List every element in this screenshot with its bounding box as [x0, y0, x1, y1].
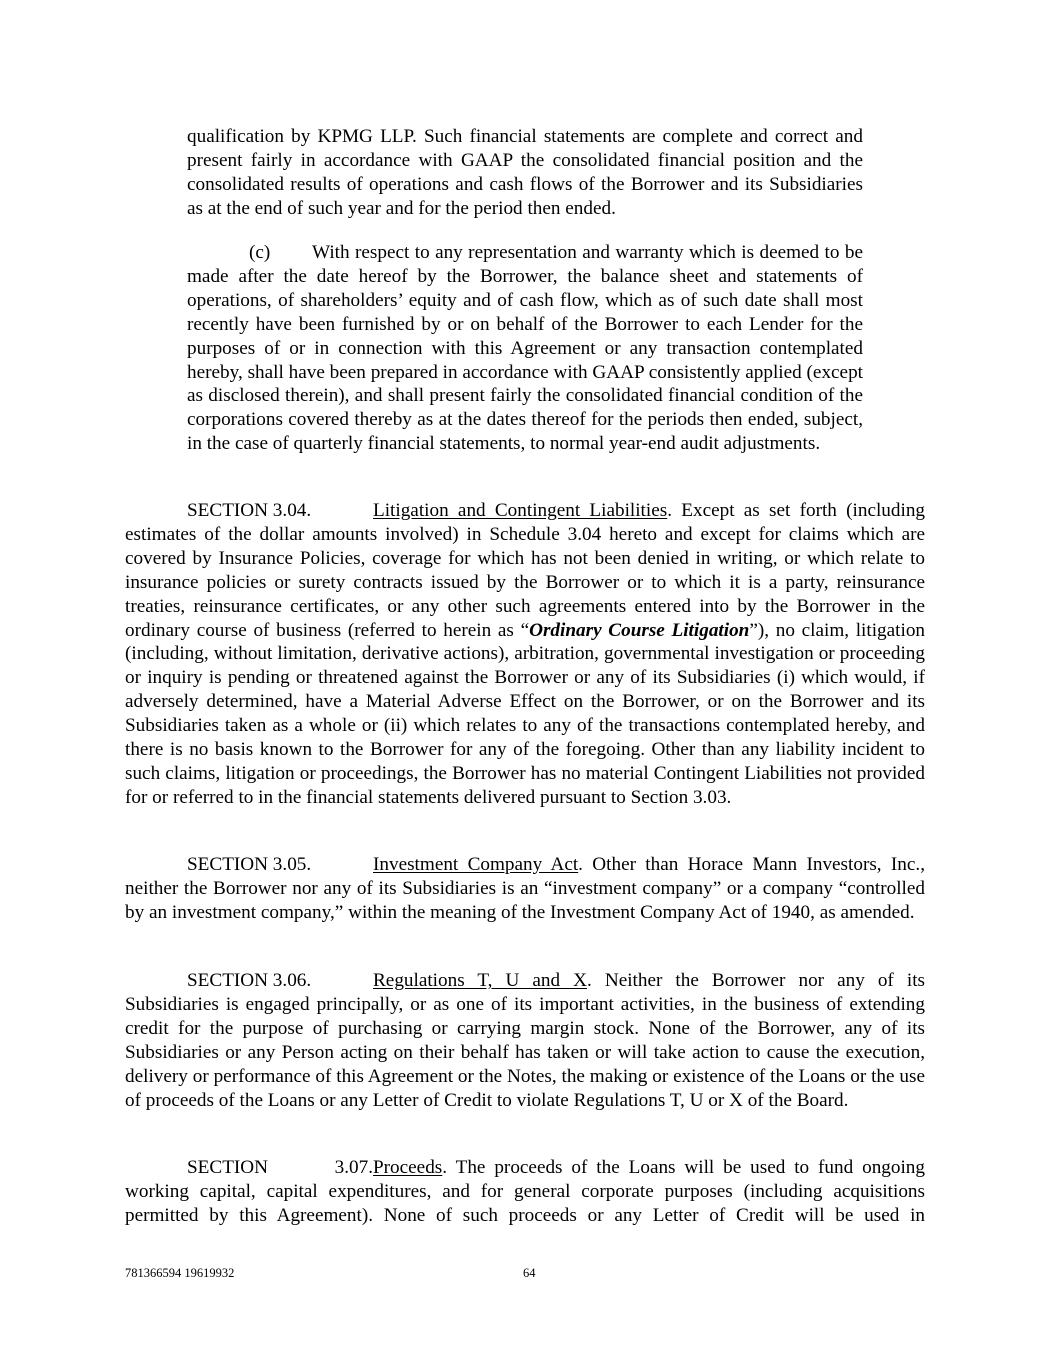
paragraph-c-text: With respect to any representation and warranty which is deemed to be made after the date hereof by the Borrower, the balance sheet and statements of operations, of shareholders’ equity and of cash flow, which as of such date shall most recently have been furnished by or on behalf of the Borrower to each Lender for the purposes of or in connection with this Agreement or any transaction contemplated hereby, shall have been prepared in accordance with GAAP consistently applied (except as disclosed therein), and shall present fairly the consolidated financial condition of the corporations covered thereby as at the dates thereof for the periods then ended, subject, in the case of quarterly financial statements, to normal year-end audit adjustments. — [187, 242, 863, 455]
section-3-07-text: . The proceeds of the Loans will be used to fund ongoing working capital, capital expenditures, and for general corporate purposes (including acquisitions permitted by this Agreement). None of such proceeds or any Letter of Credit will be used in — [125, 1157, 925, 1226]
section-3-06-text: . Neither the Borrower nor any of its Subsidiaries is engaged principally, or as one of its important activities, in the business of extending credit for the purpose of purchasing or carrying margin stock. None of the Borrower, any of its Subsidiaries or any Person acting on their behalf has taken or will take action to cause the execution, delivery or performance of this Agreement or the Notes, the making or existence of the Loans or the use of proceeds of the Loans or any Letter of Credit to violate Regulations T, U or X of the Board. — [125, 970, 925, 1111]
section-3-05-text: . Other than Horace Mann Investors, Inc., neither the Borrower nor any of its Subsidiaries is an “investment company” or a company “controlled by an investment company,” within the meaning of the Investment Company Act of 1940, as amended. — [125, 854, 926, 923]
section-3-04-text-b: ”), no claim, litigation (including, without limitation, derivative actions), arbitration, governmental investigation or proceeding or inquiry is pending or threatened against the Borrower or any of its Subsidiaries (i) which would, if adversely determined, have a Material Adverse Effect on the Borrower, or on the Borrower and its Subsidiaries taken as a whole or (ii) which relates to any of the transactions contemplated hereby, and there is no basis known to the Borrower for any of the foregoing. Other than any liability incident to such claims, litigation or proceedings, the Borrower has no material Contingent Liabilities not provided for or referred to in the financial statements delivered pursuant to Section 3.03. — [125, 619, 926, 808]
paragraph-c — [187, 241, 863, 456]
section-3-05-heading: Investment Company Act — [373, 854, 579, 875]
section-3-07-number: SECTION 3.07. — [187, 1157, 373, 1178]
section-3-04-number: SECTION 3.04. — [187, 500, 312, 521]
section-3-06-heading: Regulations T, U and X — [373, 970, 587, 991]
section-3-04-text-a: . Except as set forth (including estimates of the dollar amounts involved) in Schedule 3.04 hereto and except for claims which are covered by Insurance Policies, coverage for which has not been denied in writing, or which relate to insurance policies or surety contracts issued by the Borrower or to which it is a party, reinsurance treaties, reinsurance certificates, or any other such agreements entered into by the Borrower in the ordinary course of business (referred to herein as “ — [125, 500, 926, 641]
paragraph-b-continuation: qualification by KPMG LLP. Such financial statements are complete and correct and present fairly in accordance with GAAP the consolidated financial position and the consolidated results of operations and cash flows of the Borrower and its Subsidiaries as at the end of such year and for the period then ended. — [187, 126, 863, 219]
section-3-05-number: SECTION 3.05. — [187, 854, 312, 875]
section-3-05 — [125, 853, 925, 925]
paragraph-c-label: (c) — [249, 242, 271, 263]
section-3-04-heading: Litigation and Contingent Liabilities — [373, 500, 668, 521]
section-3-06 — [125, 969, 925, 1112]
section-3-06-number: SECTION 3.06. — [187, 970, 312, 991]
footer-page-number: 64 — [523, 1266, 536, 1280]
footer-document-id: 781366594 19619932 — [125, 1266, 235, 1280]
section-3-04-defined-term: Ordinary Course Litigation — [529, 619, 750, 641]
section-3-07 — [125, 1156, 925, 1228]
section-3-04 — [125, 499, 925, 810]
section-3-07-heading: Proceeds — [373, 1157, 443, 1178]
